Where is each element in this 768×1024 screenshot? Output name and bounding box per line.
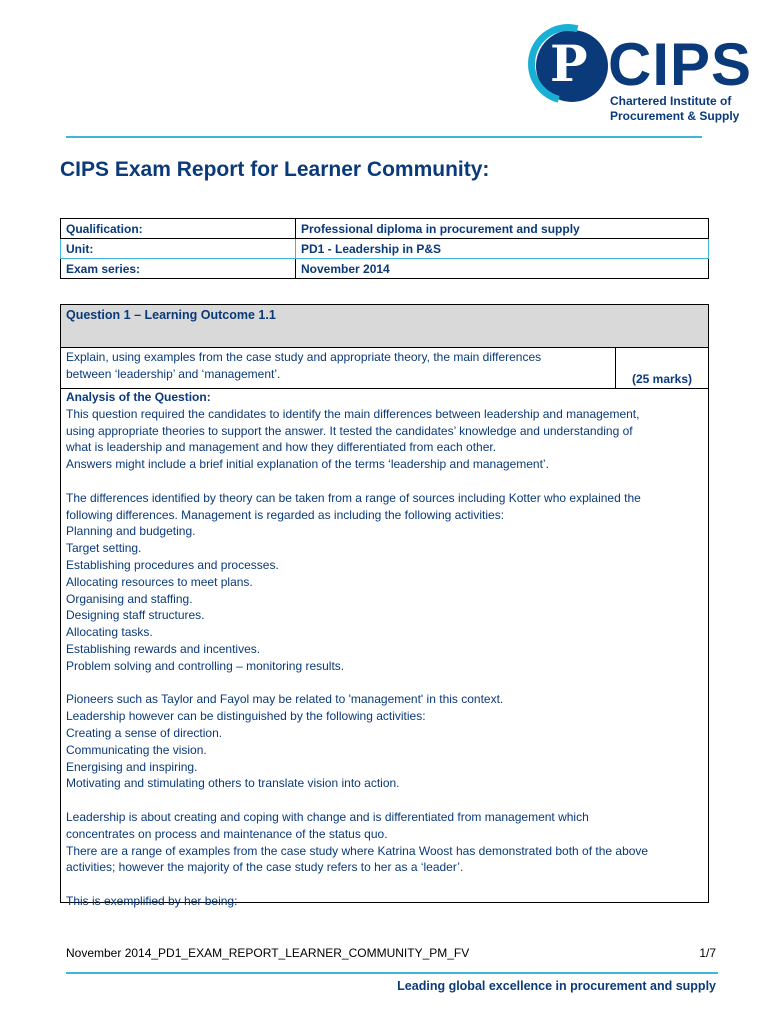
footer-tagline: Leading global excellence in procurement and supply [397,979,716,993]
analysis-line: Problem solving and controlling – monitoring results. [66,658,345,673]
question-text [61,348,616,388]
analysis-line: Establishing rewards and incentives. [66,641,261,656]
analysis-line: This question required the candidates to identify the main differences between leadership and management, [66,406,640,421]
analysis-line: Organising and staffing. [66,591,193,606]
logo-name: CIPS [608,31,753,98]
analysis-line: Creating a sense of direction. [66,725,223,740]
paragraph-gap [66,675,703,692]
analysis-line: Leadership however can be distinguished by the following activities: [66,709,426,724]
analysis-line: activities; however the majority of the case study refers to her as a ‘leader’. [66,860,464,875]
question-row [61,348,708,389]
analysis-line: using appropriate theories to support the answer. It tested the candidates’ knowledge and understanding of [66,423,633,438]
analysis-line: Motivating and stimulating others to translate vision into action. [66,776,400,791]
analysis-line: This is exemplified by her being: [66,893,238,908]
info-value: November 2014 [296,259,709,279]
page-title: CIPS Exam Report for Learner Community: [60,158,490,181]
analysis-line: what is leadership and management and how they differentiated from each other. [66,440,497,455]
exam-info-table [60,218,709,279]
analysis-line: Leadership is about creating and coping with change and is differentiated from management which [66,809,589,824]
question-text-line: Explain, using examples from the case study and appropriate theory, the main differences [66,350,542,364]
logo-mark: P [550,34,588,93]
analysis-line: Pioneers such as Taylor and Fayol may be related to 'management' in this context. [66,692,504,707]
analysis-line: concentrates on process and maintenance of the status quo. [66,826,388,841]
analysis-line: Energising and inspiring. [66,759,198,774]
question-marks: (25 marks) [631,372,693,386]
info-label: Exam series: [61,259,296,279]
analysis-line: Allocating tasks. [66,625,153,640]
cips-logo [528,22,753,130]
analysis-title: Analysis of the Question: [66,390,211,404]
document-reference: November 2014_PD1_EXAM_REPORT_LEARNER_COMMUNITY_PM_FV [66,946,470,960]
info-label: Qualification: [61,219,296,239]
analysis-line: Allocating resources to meet plans. [66,574,253,589]
info-value: PD1 - Leadership in P&S [296,239,709,259]
paragraph-gap [66,473,703,490]
question-box [60,304,709,908]
logo-tagline-line2: Procurement & Supply [610,109,740,123]
footer-divider [66,972,718,974]
paragraph-gap [66,792,703,809]
analysis-line: Planning and budgeting. [66,524,196,539]
analysis-line: following differences. Management is regarded as including the following activities: [66,507,505,522]
analysis-line: Answers might include a brief initial explanation of the terms ‘leadership and management’. [66,457,549,472]
info-row-qualification [61,219,709,239]
analysis-line: There are a range of examples from the case study where Katrina Woost has demonstrated both of the above [66,843,649,858]
logo-tagline-line1: Chartered Institute of [610,94,732,108]
info-row-unit [61,239,709,259]
question-heading: Question 1 – Learning Outcome 1.1 [61,305,708,348]
info-row-exam-series [61,259,709,279]
footer [66,946,716,960]
analysis-line: Establishing procedures and processes. [66,557,279,572]
analysis-line: The differences identified by theory can be taken from a range of sources including Kotter who explained the [66,490,641,505]
analysis-line: Communicating the vision. [66,742,207,757]
info-value: Professional diploma in procurement and supply [296,219,709,239]
info-label: Unit: [61,239,296,259]
page-number: 1/7 [699,946,716,960]
analysis-section [61,389,708,910]
analysis-line: Designing staff structures. [66,608,205,623]
logo-tagline [610,94,739,124]
question-text-line: between ‘leadership’ and ‘management’. [66,367,281,381]
analysis-line: Target setting. [66,541,142,556]
paragraph-gap [66,876,703,893]
header-divider [66,136,702,138]
